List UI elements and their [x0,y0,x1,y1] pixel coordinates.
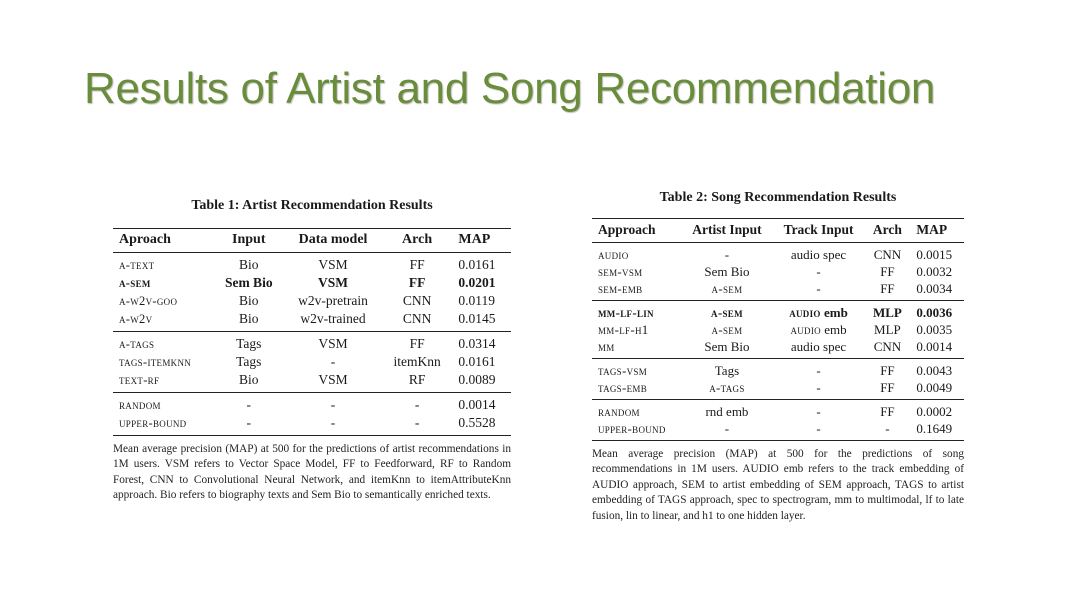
cell-arch: CNN [402,311,432,326]
cell-track: - [816,379,821,395]
cell-arch: FF [864,359,910,380]
table-row [113,393,511,415]
table-row [113,414,511,436]
table-row [113,353,511,371]
cell-track: - [773,400,865,421]
cell-map: 0.0014 [452,393,511,415]
cell-map: 0.0032 [916,263,953,279]
cell-track: audio spec [790,246,847,262]
table-row [113,292,511,310]
table-row [592,280,964,301]
table-row [113,253,511,275]
cell-artist: a-sem [681,301,772,322]
cell-model: - [330,354,336,369]
cell-artist: Tags [681,359,772,380]
table-row [592,379,964,400]
cell-input: Bio [239,372,259,387]
cell-model: w2v-pretrain [298,293,368,308]
cell-approach: mm [598,338,615,354]
cell-approach: text-rf [119,372,160,387]
table-row [592,243,964,264]
cell-map: 0.0036 [910,301,964,322]
col-header-approach: Aproach [113,229,213,253]
cell-track: audio spec [790,338,847,354]
cell-model: VSM [318,257,348,272]
cell-input: Bio [239,257,259,272]
table-row [113,310,511,332]
cell-input: Tags [236,354,262,369]
cell-map: 0.0035 [916,321,953,337]
cell-input: Sem Bio [224,275,273,290]
audio-smallcaps: audio [790,322,821,337]
table-row [592,321,964,338]
col-header-approach: Approach [592,219,681,243]
song-results-table [592,218,964,441]
cell-map: 0.0314 [452,332,511,354]
table1-caption: Table 1: Artist Recommendation Results [191,198,433,213]
col-header-data-model: Data model [284,229,381,253]
cell-arch: itemKnn [393,354,441,369]
artist-results-table-block [113,198,511,504]
cell-map: 0.5528 [452,414,511,436]
table-row [592,359,964,380]
cell-map: 0.0145 [458,311,496,326]
table1-note: Mean average precision (MAP) at 500 for the predictions of artist recommendations in 1M users. VSM refers to Vector Space Model, FF to Feedforward, RF to Random Forest, CNN to Convolutional Neural Network, and itemKnn to itemAttributeKnn approach. Bio refers to biography texts and Sem Bio to semantically enriched texts. [113,443,511,502]
cell-arch: FF [382,332,453,354]
cell-arch: FF [880,263,895,279]
song-results-table-block [592,190,964,524]
table-row [113,332,511,354]
cell-arch: FF [864,400,910,421]
cell-arch: CNN [873,338,902,354]
table-row [113,371,511,393]
table-row [592,400,964,421]
cell-approach: random [592,400,681,421]
table-row [592,263,964,280]
cell-artist: Sem Bio [704,338,750,354]
cell-model: VSM [318,372,348,387]
cell-arch: CNN [873,246,902,262]
cell-map: 0.0049 [916,379,953,395]
cell-approach: upper-bound [592,420,681,441]
cell-track: - [816,263,821,279]
cell-arch: - [382,393,453,415]
table2-caption: Table 2: Song Recommendation Results [659,190,897,205]
cell-approach: a-text [119,257,155,272]
col-header-arch: Arch [864,219,910,243]
artist-results-table [113,228,511,436]
cell-approach: tags-itemknn [119,354,192,369]
col-header-input: Input [213,229,284,253]
cell-track: audio emb [773,301,865,322]
cell-artist: - [724,246,730,262]
cell-approach: a-w2v-goo [119,293,178,308]
cell-track: - [816,280,821,296]
cell-track: audio emb [790,321,847,337]
cell-map: 0.0043 [910,359,964,380]
cell-arch: RF [408,372,426,387]
cell-model: - [284,414,381,436]
cell-map: 0.0161 [458,354,496,369]
table-row [592,338,964,359]
col-header-map: MAP [452,229,511,253]
cell-arch: FF [880,280,895,296]
cell-map: 0.0201 [458,275,496,290]
cell-artist: rnd emb [681,400,772,421]
cell-artist: a-tags [709,379,745,395]
cell-model: - [284,393,381,415]
cell-arch: - [864,420,910,441]
cell-approach: mm-lf-lin [592,301,681,322]
cell-model: w2v-trained [300,311,366,326]
cell-model: VSM [284,332,381,354]
cell-approach: upper-bound [113,414,213,436]
col-header-track-input: Track Input [773,219,865,243]
audio-smallcaps: audio [789,305,821,320]
table-row [113,274,511,292]
cell-model: VSM [318,275,349,290]
table2-note: Mean average precision (MAP) at 500 for the predictions of song recommendations in 1M users. AUDIO emb refers to the track embedding of AUDIO approach, SEM to artist embedding of SEM approach, TAGS to artist embedding of TAGS approach, spec to spectrogram, mm to multimodal, lf to late fusion, lin to linear, and h1 to one hidden layer. [592,448,964,522]
table-row [592,301,964,322]
cell-approach: a-tags [113,332,213,354]
cell-approach: audio [598,246,629,262]
cell-artist: Sem Bio [704,263,750,279]
col-header-artist-input: Artist Input [681,219,772,243]
cell-map: 0.0014 [916,338,953,354]
slide-title: Results of Artist and Song Recommendation [84,64,936,113]
cell-map: 0.0161 [458,257,496,272]
cell-map: 0.0002 [910,400,964,421]
cell-arch: - [382,414,453,436]
cell-approach: a-sem [119,275,151,290]
table-row [592,420,964,441]
cell-approach: mm-lf-h1 [598,321,649,337]
cell-artist: a-sem [711,321,743,337]
cell-track: - [773,420,865,441]
cell-map: 0.0015 [916,246,953,262]
cell-arch: CNN [402,293,432,308]
cell-map: 0.0119 [458,293,496,308]
cell-approach: tags-emb [598,379,648,395]
cell-arch: FF [409,257,425,272]
cell-approach: sem-emb [598,280,643,296]
cell-approach: tags-vsm [592,359,681,380]
cell-map: 0.0089 [458,372,496,387]
cell-map: 0.1649 [910,420,964,441]
cell-artist: - [681,420,772,441]
cell-input: Tags [213,332,284,354]
cell-arch: MLP [864,301,910,322]
cell-approach: sem-vsm [598,263,643,279]
cell-approach: random [113,393,213,415]
cell-arch: FF [408,275,426,290]
cell-input: - [213,393,284,415]
cell-input: - [213,414,284,436]
cell-track: - [773,359,865,380]
cell-artist: a-sem [711,280,743,296]
cell-input: Bio [239,311,259,326]
cell-input: Bio [239,293,259,308]
col-header-arch: Arch [382,229,453,253]
cell-approach: a-w2v [119,311,153,326]
cell-map: 0.0034 [916,280,953,296]
cell-arch: FF [880,379,895,395]
col-header-map: MAP [910,219,964,243]
cell-arch: MLP [874,321,901,337]
